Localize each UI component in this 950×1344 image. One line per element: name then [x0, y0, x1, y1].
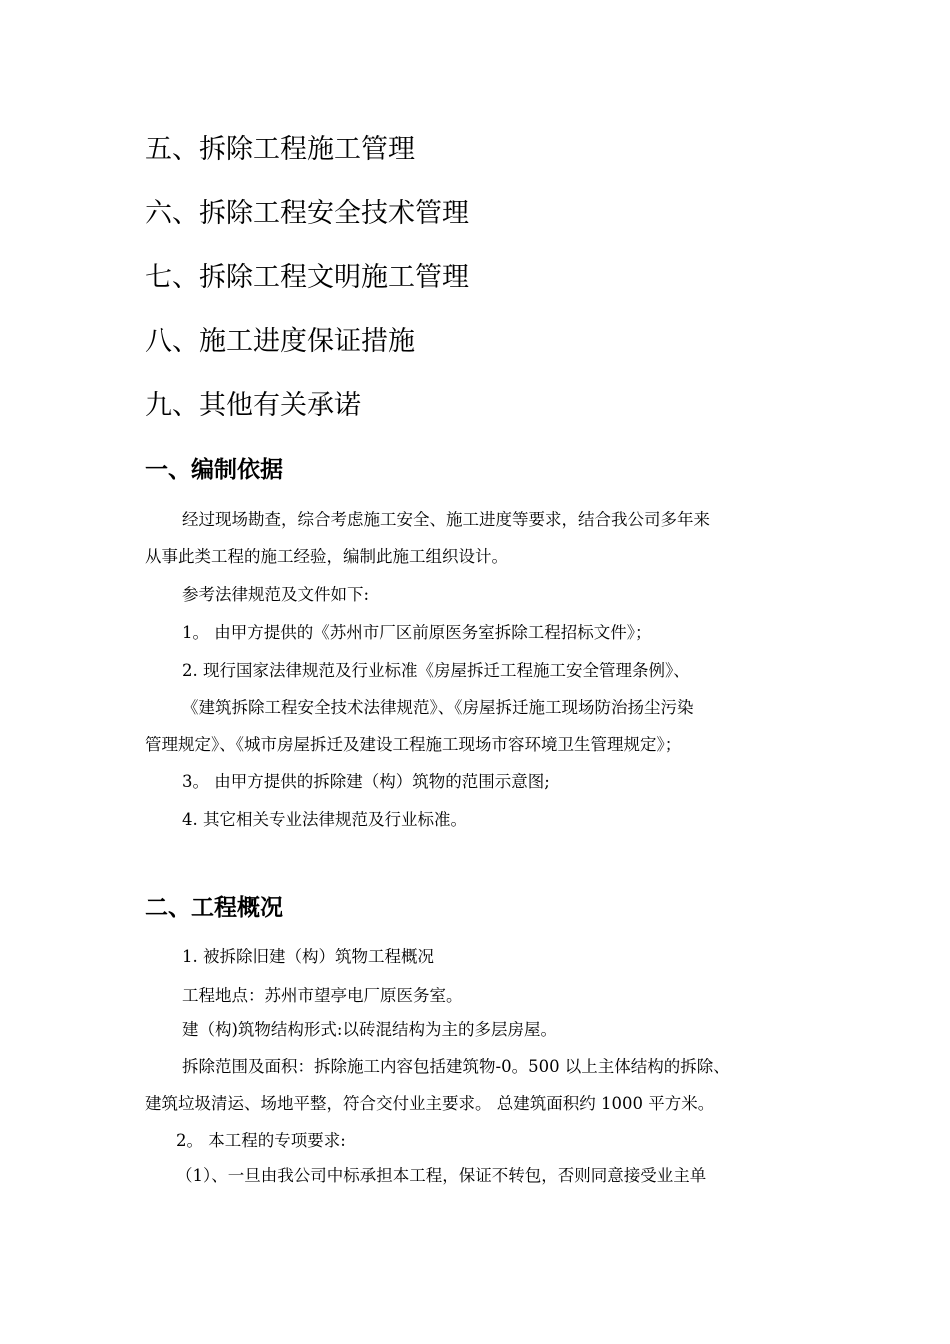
section-title-basis: 一、编制依据: [145, 457, 283, 483]
paragraph-line: 经过现场勘查，综合考虑施工安全、施工进度等要求，结合我公司多年来: [182, 510, 710, 529]
paragraph-line: 管理规定》、《城市房屋拆迁及建设工程施工现场市容环境卫生管理规定》；: [145, 735, 682, 754]
toc-item-8: 八、施工进度保证措施: [145, 326, 415, 357]
list-item: 1。 由甲方提供的《苏州市厂区前原医务室拆除工程招标文件》；: [182, 623, 652, 642]
paragraph-line: （1）、一旦由我公司中标承担本工程，保证不转包，否则同意接受业主单: [176, 1166, 707, 1185]
paragraph-line: 建筑垃圾清运、场地平整，符合交付业主要求。 总建筑面积约 1000 平方米。: [145, 1094, 715, 1113]
list-item: 2. 现行国家法律规范及行业标准《房屋拆迁工程施工安全管理条例》、: [182, 661, 690, 680]
paragraph-line: 从事此类工程的施工经验，编制此施工组织设计。: [145, 547, 508, 566]
paragraph-line: 工程地点：苏州市望亭电厂原医务室。: [182, 986, 463, 1005]
paragraph-line: 参考法律规范及文件如下:: [182, 585, 370, 604]
section-title-overview: 二、工程概况: [145, 895, 283, 921]
toc-item-7: 七、拆除工程文明施工管理: [145, 262, 469, 293]
toc-item-5: 五、拆除工程施工管理: [145, 134, 415, 165]
paragraph-line: 建（构)筑物结构形式:以砖混结构为主的多层房屋。: [182, 1020, 557, 1039]
subheading: 2。 本工程的专项要求:: [176, 1131, 346, 1150]
list-item: 3。 由甲方提供的拆除建（构）筑物的范围示意图;: [182, 772, 550, 791]
subheading: 1. 被拆除旧建（构）筑物工程概况: [182, 947, 434, 966]
toc-item-9: 九、其他有关承诺: [145, 390, 361, 421]
paragraph-line: 拆除范围及面积：拆除施工内容包括建筑物-0。500 以上主体结构的拆除、: [182, 1057, 730, 1076]
list-item: 4. 其它相关专业法律规范及行业标准。: [182, 810, 467, 829]
toc-item-6: 六、拆除工程安全技术管理: [145, 198, 469, 229]
paragraph-line: 《建筑拆除工程安全技术法律规范》、《房屋拆迁施工现场防治扬尘污染: [182, 698, 694, 717]
